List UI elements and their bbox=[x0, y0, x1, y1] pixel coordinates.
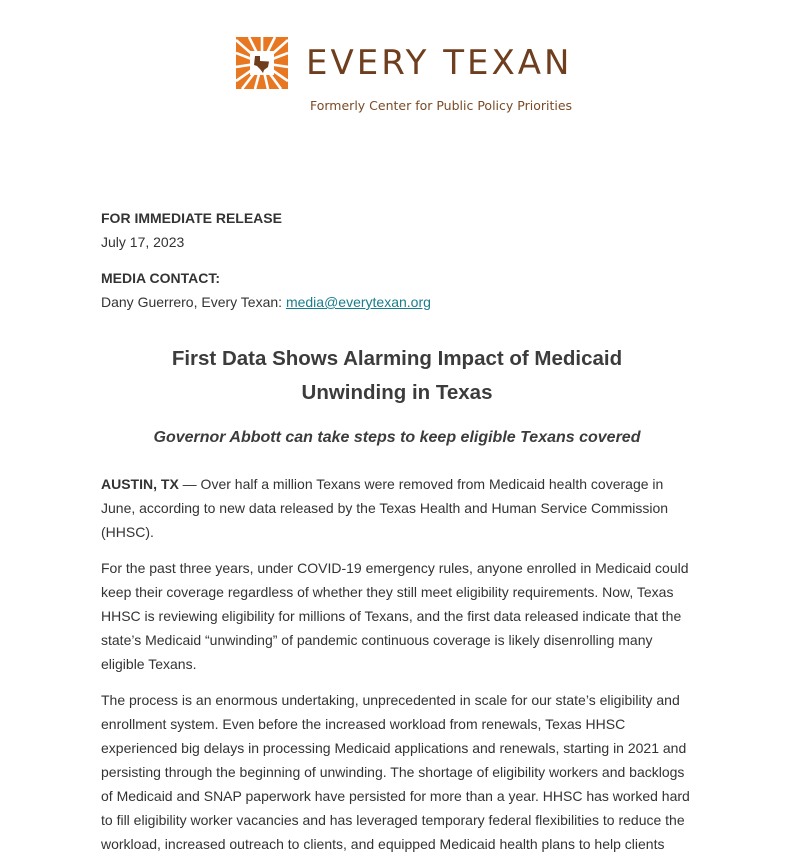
paragraph-line: For the past three years, under COVID-19 emergency rules, anyone enrolled in Medicaid could bbox=[101, 560, 689, 576]
paragraph-line: state’s Medicaid “unwinding” of pandemic continuous coverage is likely disenrolling many bbox=[101, 632, 653, 648]
article-title-line: Unwinding in Texas bbox=[301, 381, 493, 404]
paragraph-line bbox=[101, 472, 693, 496]
paragraph-line: enrollment system. Even before the increased workload from renewals, Texas HHSC bbox=[101, 716, 626, 732]
article-title-line: First Data Shows Alarming Impact of Medicaid bbox=[171, 347, 623, 370]
sunburst-texas-logo-icon bbox=[236, 37, 288, 89]
article-paragraph bbox=[101, 472, 693, 544]
paragraph-line-text: — Over half a million Texans were removed from Medicaid health coverage in bbox=[178, 476, 664, 492]
letterhead bbox=[0, 36, 794, 126]
media-contact bbox=[101, 266, 693, 314]
paragraph-line: of Medicaid and SNAP paperwork have persisted for more than a year. HHSC has worked hard bbox=[101, 788, 690, 804]
article-paragraph bbox=[101, 688, 693, 856]
media-contact-label: MEDIA CONTACT: bbox=[101, 270, 220, 286]
release-label: FOR IMMEDIATE RELEASE bbox=[101, 210, 282, 226]
paragraph-line: experienced big delays in processing Medicaid applications and renewals, starting in 2021 and bbox=[101, 740, 687, 756]
media-email-link[interactable]: media@everytexan.org bbox=[285, 294, 431, 310]
paragraph-line: to fill eligibility worker vacancies and has leveraged temporary federal flexibilities to reduce the bbox=[101, 812, 685, 828]
press-release-body bbox=[101, 206, 693, 856]
release-date: July 17, 2023 bbox=[101, 234, 185, 250]
article-title bbox=[101, 342, 693, 410]
paragraph-line: June, according to new data released by the Texas Health and Human Service Commission bbox=[101, 500, 669, 516]
media-contact-name: Dany Guerrero, Every Texan: bbox=[101, 294, 286, 310]
paragraph-line: keep their coverage regardless of whether they still meet eligibility requirements. Now, Texas bbox=[101, 584, 674, 600]
article-subtitle: Governor Abbott can take steps to keep eligible Texans covered bbox=[153, 429, 641, 446]
article-paragraph bbox=[101, 556, 693, 676]
paragraph-line: HHSC is reviewing eligibility for millions of Texans, and the first data released indicate that the bbox=[101, 608, 682, 624]
paragraph-line: The process is an enormous undertaking, unprecedented in scale for our state’s eligibility and bbox=[101, 692, 680, 708]
logo-wordmark: EVERY TEXAN bbox=[306, 43, 573, 83]
paragraph-line: workload, increased outreach to clients, and equipped Medicaid health plans to help clients bbox=[101, 836, 665, 852]
dateline: AUSTIN, TX bbox=[101, 476, 179, 492]
release-info bbox=[101, 206, 693, 254]
paragraph-line: (HHSC). bbox=[101, 524, 154, 540]
logo-tagline: Formerly Center for Public Policy Priorities bbox=[310, 98, 573, 113]
media-contact-line bbox=[101, 290, 693, 314]
paragraph-line: persisting through the beginning of unwinding. The shortage of eligibility workers and backlogs bbox=[101, 764, 685, 780]
paragraph-line: eligible Texans. bbox=[101, 656, 197, 672]
logo bbox=[236, 36, 572, 90]
